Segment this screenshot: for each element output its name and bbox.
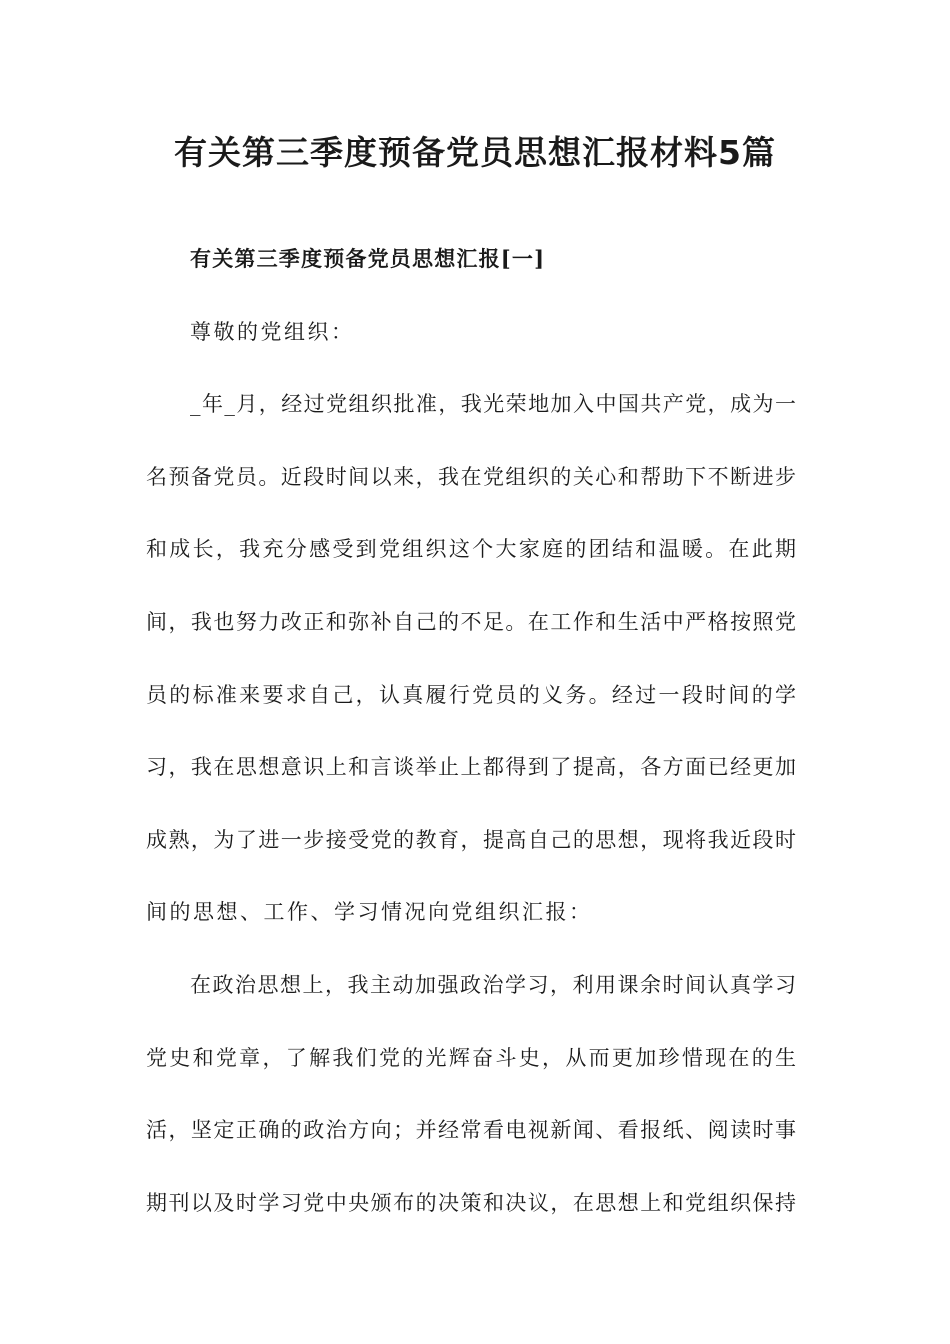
paragraph-line: 间，我也努力改正和弥补自己的不足。在工作和生活中严格按照党 [146, 609, 796, 634]
document-body [146, 237, 796, 1253]
paragraph-line: 员的标准来要求自己，认真履行党员的义务。经过一段时间的学 [146, 682, 796, 707]
paragraph-line: 间的思想、工作、学习情况向党组织汇报： [146, 900, 593, 925]
paragraph-line: 活，坚定正确的政治方向；并经常看电视新闻、看报纸、阅读时事 [146, 1118, 796, 1143]
paragraph-line: 和成长，我充分感受到党组织这个大家庭的团结和温暖。在此期 [146, 537, 796, 562]
paragraph-line: 期刊以及时学习党中央颁布的决策和决议，在思想上和党组织保持 [146, 1190, 796, 1215]
document-title: 有关第三季度预备党员思想汇报材料5篇 [174, 133, 776, 172]
paragraph-line: 名预备党员。近段时间以来，我在党组织的关心和帮助下不断进步 [146, 464, 796, 489]
salutation: 尊敬的党组织： [190, 319, 355, 344]
paragraph-line: 成熟，为了进一步接受党的教育，提高自己的思想，现将我近段时 [146, 827, 796, 852]
paragraph-line: 习，我在思想意识上和言谈举止上都得到了提高，各方面已经更加 [146, 755, 796, 780]
paragraph-line: _年_月，经过党组织批准，我光荣地加入中国共产党，成为一 [190, 392, 796, 417]
section-heading: 有关第三季度预备党员思想汇报[一] [190, 246, 546, 271]
paragraph-line: 在政治思想上，我主动加强政治学习，利用课余时间认真学习 [190, 972, 796, 997]
paragraph-line: 党史和党章，了解我们党的光辉奋斗史，从而更加珍惜现在的生 [146, 1045, 796, 1070]
